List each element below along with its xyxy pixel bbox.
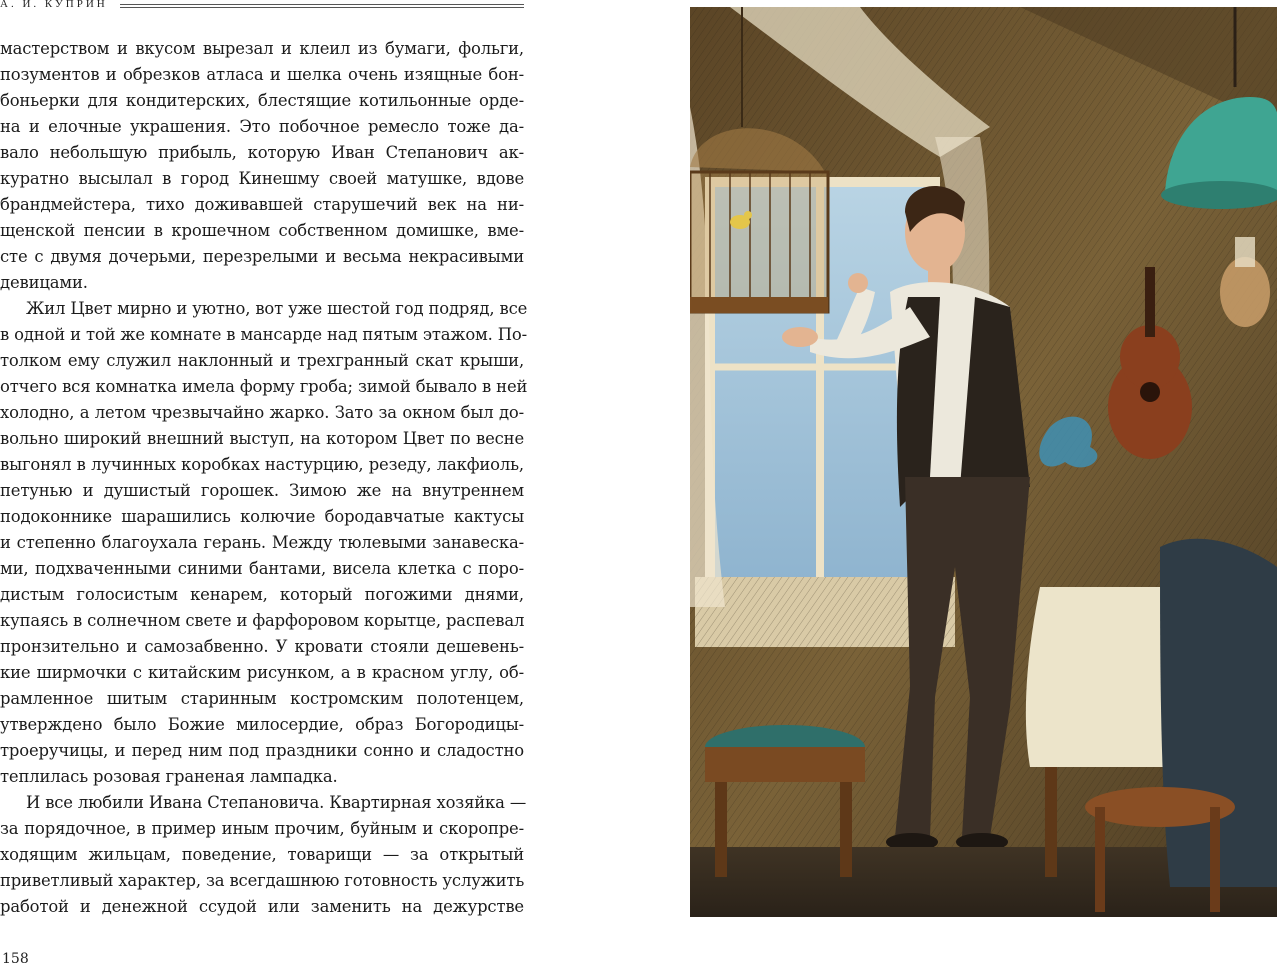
text-line: и степенно благоухала герань. Между тюлевыми занавеска- [0, 533, 524, 552]
text-line: Жил Цвет мирно и уютно, вот уже шестой год подряд, все [26, 299, 528, 318]
text-line: выгонял в лучинных коробках настурцию, резеду, лакфиоль, [0, 455, 524, 474]
text-line: мастерством и вкусом вырезал и клеил из бумаги, фольги, [0, 39, 524, 58]
text-line: теплилась розовая граненая лампадка. [0, 767, 338, 786]
text-line: боньерки для кондитерских, блестящие котильонные орде- [0, 91, 524, 110]
text-line: кие ширмочки с китайским рисунком, а в красном углу, об- [0, 663, 524, 682]
text-line: за порядочное, в пример иным прочим, буйным и скоропре- [0, 819, 524, 838]
text-line: приветливый характер, за всегдашнюю готовность услужить [0, 871, 525, 890]
running-head-author: А. И. КУПРИН [0, 0, 108, 10]
body-text [0, 36, 528, 920]
text-line: купаясь в солнечном свете и фарфоровом корытце, распевал [0, 611, 525, 630]
text-line: брандмейстера, тихо доживавшей старушечий век на ни- [0, 195, 524, 214]
book-illustration [690, 7, 1277, 917]
text-line: куратно высылал в город Кинешму своей матушке, вдове [0, 169, 524, 188]
text-line: толком ему служил наклонный и трехгранный скат крыши, [0, 351, 524, 370]
text-line: холодно, а летом чрезвычайно жарко. Зато за окном был до- [0, 403, 524, 422]
running-head-rule [120, 4, 524, 8]
text-line: троеручицы, и перед ним под праздники сонно и сладостно [0, 741, 524, 760]
text-line: рамленное шитым старинным костромским полотенцем, [0, 689, 524, 708]
text-line: петунью и душистый горошек. Зимою же на внутреннем [0, 481, 524, 500]
text-line: подоконнике шарашились колючие бородавчатые кактусы [0, 507, 524, 526]
text-line: пронзительно и самозабвенно. У кровати стояли дешевень- [0, 637, 524, 656]
text-line: дистым голосистым кенарем, который погожими днями, [0, 585, 524, 604]
text-line: ходящим жильцам, поведение, товарищи — за открытый [0, 845, 524, 864]
text-line: на и елочные украшения. Это побочное ремесло тоже да- [0, 117, 524, 136]
text-line: утверждено было Божие милосердие, образ Богородицы- [0, 715, 524, 734]
text-line: в одной и той же комнате в мансарде над пятым этажом. По- [0, 325, 528, 344]
running-head [0, 0, 524, 14]
text-line: ми, подхваченными синими бантами, висела клетка с поро- [0, 559, 524, 578]
page-number: 158 [2, 951, 29, 967]
text-line: девицами. [0, 273, 88, 292]
bird-cage [690, 128, 828, 313]
text-line: вало небольшую прибыль, которую Иван Степанович ак- [0, 143, 524, 162]
text-line: позументов и обрезков атласа и шелка очень изящные бон- [0, 65, 524, 84]
text-line: вольно широкий внешний выступ, на котором Цвет по весне [0, 429, 524, 448]
text-line: отчего вся комнатка имела форму гроба; зимой бывало в ней [0, 377, 528, 396]
text-line: щенской пенсии в крошечном собственном домишке, вме- [0, 221, 524, 240]
text-line: работой и денежной ссудой или заменить на дежурстве [0, 897, 524, 916]
text-line: сте с двумя дочерьми, перезрелыми и весьма некрасивыми [0, 247, 524, 266]
text-line: И все любили Ивана Степановича. Квартирная хозяйка — [26, 793, 527, 812]
